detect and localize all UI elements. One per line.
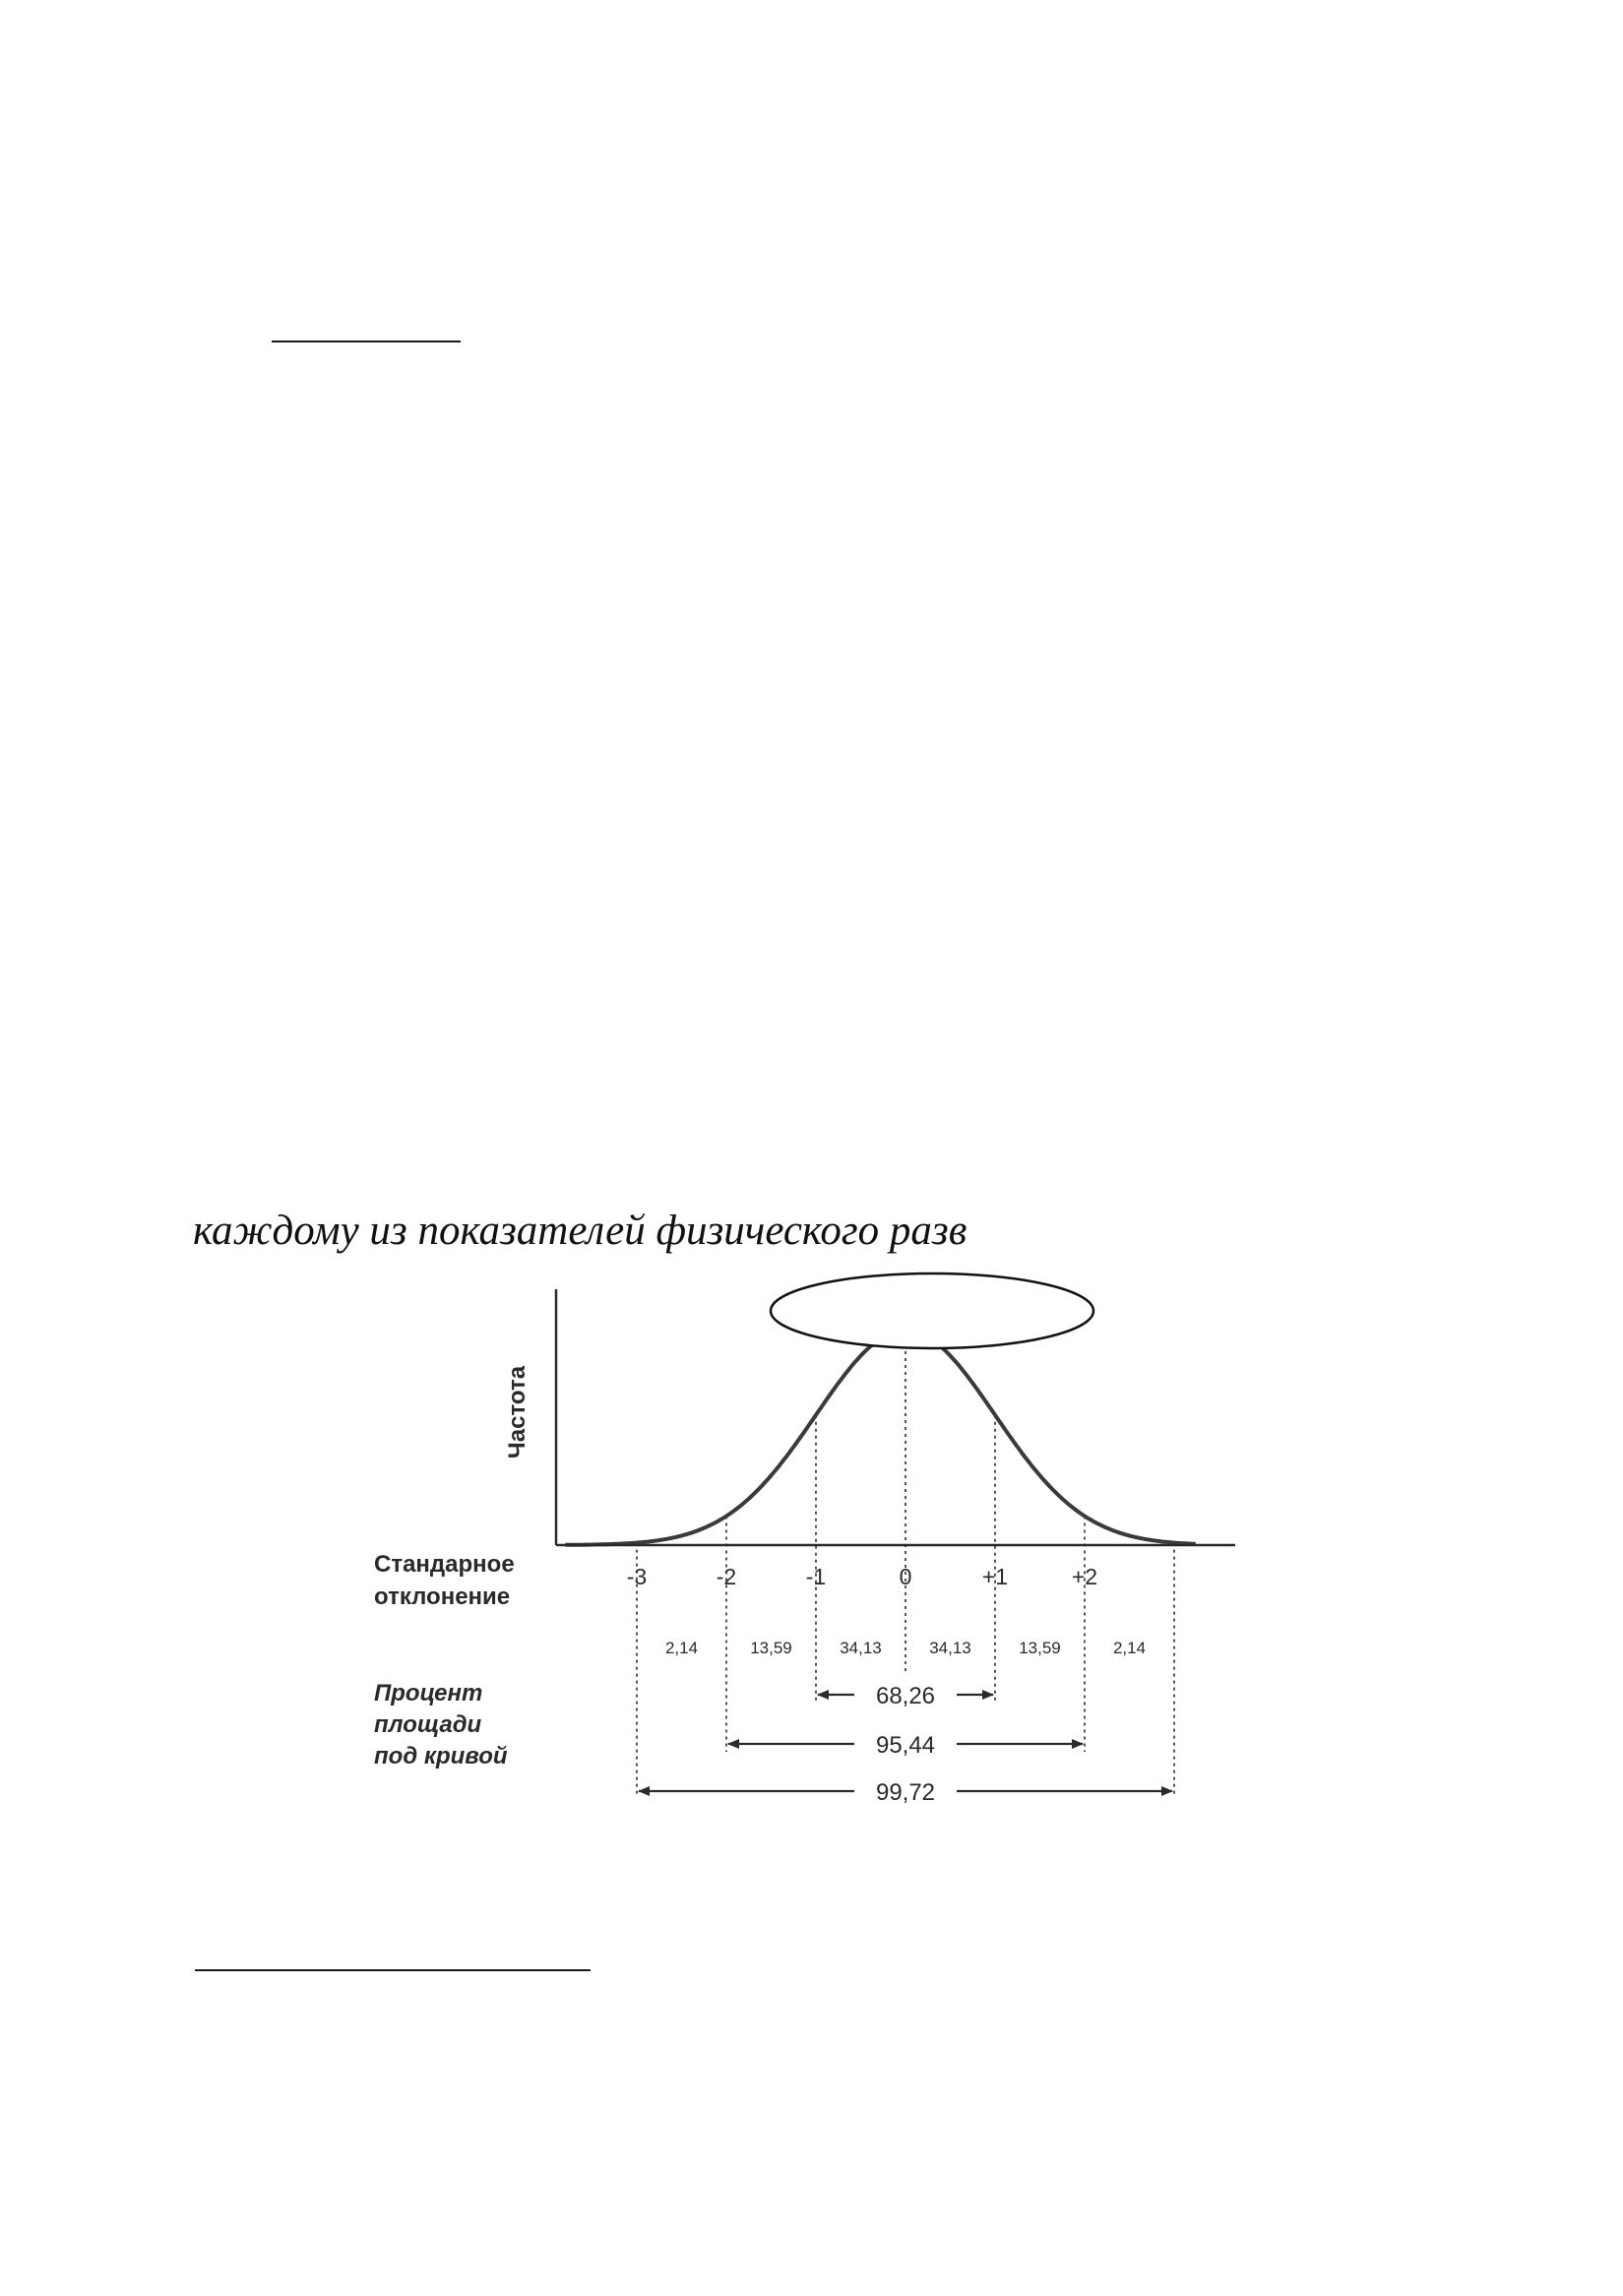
range-label: 95,44 xyxy=(875,1732,936,1759)
highlight-ellipse xyxy=(771,1273,1093,1348)
area-label-line3: под кривой xyxy=(374,1743,508,1769)
area-label-line1: Процент xyxy=(374,1680,483,1706)
heading-text: каждому из показателей физического разв xyxy=(193,1208,968,1254)
x-tick-label: -2 xyxy=(716,1564,737,1589)
range-label: 68,26 xyxy=(875,1683,936,1709)
segment-percentage: 34,13 xyxy=(929,1639,971,1657)
footnote-rule xyxy=(195,1969,591,1971)
segment-percentage: 13,59 xyxy=(750,1639,792,1657)
x-tick-labels xyxy=(627,1564,1097,1589)
x-tick-label: -3 xyxy=(626,1564,648,1589)
x-tick-label: +2 xyxy=(1071,1564,1098,1589)
area-label-line2: площади xyxy=(374,1711,482,1738)
segment-percentage: 13,59 xyxy=(1019,1639,1061,1657)
segment-percentage: 34,13 xyxy=(840,1639,882,1657)
x-tick-label: 0 xyxy=(899,1564,912,1589)
bell-curve xyxy=(565,1331,1196,1545)
y-axis-label: Частота xyxy=(504,1365,531,1459)
segment-percentage: 2,14 xyxy=(664,1639,699,1657)
range-arrows xyxy=(639,1683,1172,1806)
x-axis-label-line2: отклонение xyxy=(374,1583,511,1610)
x-axis-label-line1: Стандарное xyxy=(374,1551,515,1578)
x-tick-label: -1 xyxy=(805,1564,827,1589)
segment-percentage: 2,14 xyxy=(1112,1639,1147,1657)
x-tick-label: +1 xyxy=(981,1564,1009,1589)
range-label: 99,72 xyxy=(875,1779,936,1806)
